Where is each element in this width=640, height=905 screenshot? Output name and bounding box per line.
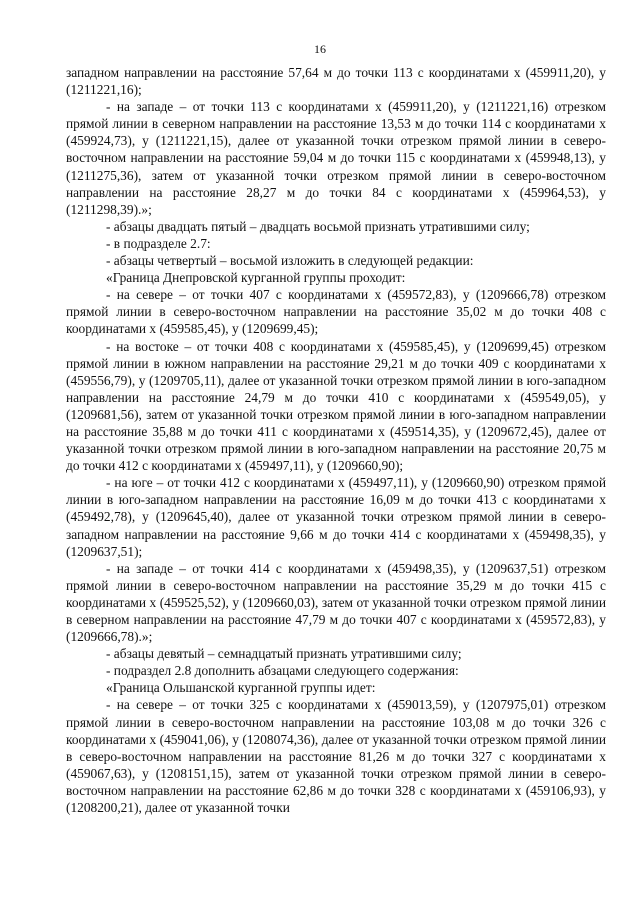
paragraph-continuation: западном направлении на расстояние 57,64 м до точки 113 с координатами x (459911,20), y (1211221,16); bbox=[66, 65, 606, 98]
paragraph-repeal-25-28: - абзацы двадцать пятый – двадцать восьмой признать утратившими силу; bbox=[106, 218, 530, 234]
paragraph-west-boundary-113: - на западе – от точки 113 с координатами x (459911,20), y (1211221,16) отрезком прямой линии в северном направлении на расстояние 13,53 м до точки 114 с координатами x (459924,73), y (1211221,15), далее от указанной точки отрезком прямой линии в северо-восточном направлении на расстояние 59,04 м до точки 115 с координатами x (459948,13), y (1211275,36), затем от указанной точки отрезком прямой линии в северо-восточном направлении на расстояние 28,27 м до точки 84 с координатами x (459964,53), y (1211298,39).»; bbox=[66, 99, 606, 217]
paragraph-olshanka-group-heading: «Граница Ольшанской курганной группы идет: bbox=[106, 680, 376, 696]
paragraph-east-boundary-408: - на востоке – от точки 408 с координатами x (459585,45), y (1209699,45) отрезком прямой линии в южном направлении на расстояние 29,21 м до точки 409 с координатами x (459556,79), y (1209705,11), далее от указанной точки отрезком прямой линии в юго-западном направлении на расстояние 24,79 м до точки 410 с координатами x (459549,05), y (1209681,56), затем от указанной точки отрезком прямой линии в юго-западном направлении на расстояние 35,88 м до точки 411 с координатами x (459514,35), y (1209672,45), далее от указанной точки отрезком прямой линии в юго-западном направлении на расстояние 20,75 м до точки 412 с координатами x (459497,11), y (1209660,90); bbox=[66, 338, 606, 474]
paragraph-south-boundary-412: - на юге – от точки 412 с координатами x (459497,11), y (1209660,90) отрезком прямой линии в юго-западном направлении на расстояние 16,09 м до точки 413 с координатами x (459492,78), y (1209645,40), далее от указанной точки отрезком прямой линии в северо-западном направлении на расстояние 9,66 м до точки 414 с координатами x (459498,35), y (1209637,51); bbox=[66, 475, 606, 559]
paragraph-west-boundary-414: - на западе – от точки 414 с координатами x (459498,35), y (1209637,51) отрезком прямой линии в северо-восточном направлении на расстояние 35,29 м до точки 415 с координатами x (459525,52), y (1209660,03), затем от указанной точки отрезком прямой линии в северном направлении на расстояние 47,79 м до точки 407 с координатами x (459572,83), y (1209666,78).»; bbox=[66, 560, 606, 645]
page-number: 16 bbox=[314, 42, 326, 56]
paragraph-north-boundary-407: - на севере – от точки 407 с координатами x (459572,83), y (1209666,78) отрезком прямой линии в северо-восточном направлении на расстояние 35,02 м до точки 408 с координатами x (459585,45), y (1209699,45); bbox=[66, 287, 606, 337]
paragraph-subsection-2-7: - в подразделе 2.7: bbox=[106, 235, 211, 251]
paragraph-new-wording: - абзацы четвертый – восьмой изложить в следующей редакции: bbox=[106, 253, 474, 269]
paragraph-dnieper-group-heading: «Граница Днепровской курганной группы проходит: bbox=[106, 270, 406, 286]
paragraph-north-boundary-325: - на севере – от точки 325 с координатами x (459013,59), y (1207975,01) отрезком прямой линии в северо-восточном направлении на расстояние 103,08 м до точки 326 с координатами x (459041,06), y (1208074,36), далее от указанной точки отрезком прямой линии в северо-восточном направлении на расстояние 81,26 м до точки 327 с координатами x (459067,63), y (1208151,15), затем от указанной точки отрезком прямой линии в северо-восточном направлении на расстояние 62,86 м до точки 328 с координатами x (459106,93), y (1208200,21), далее от указанной точки bbox=[66, 697, 606, 816]
paragraph-subsection-2-8: - подраздел 2.8 дополнить абзацами следующего содержания: bbox=[106, 663, 459, 679]
document-body bbox=[66, 64, 606, 816]
paragraph-repeal-9-17: - абзацы девятый – семнадцатый признать утратившими силу; bbox=[106, 646, 462, 662]
